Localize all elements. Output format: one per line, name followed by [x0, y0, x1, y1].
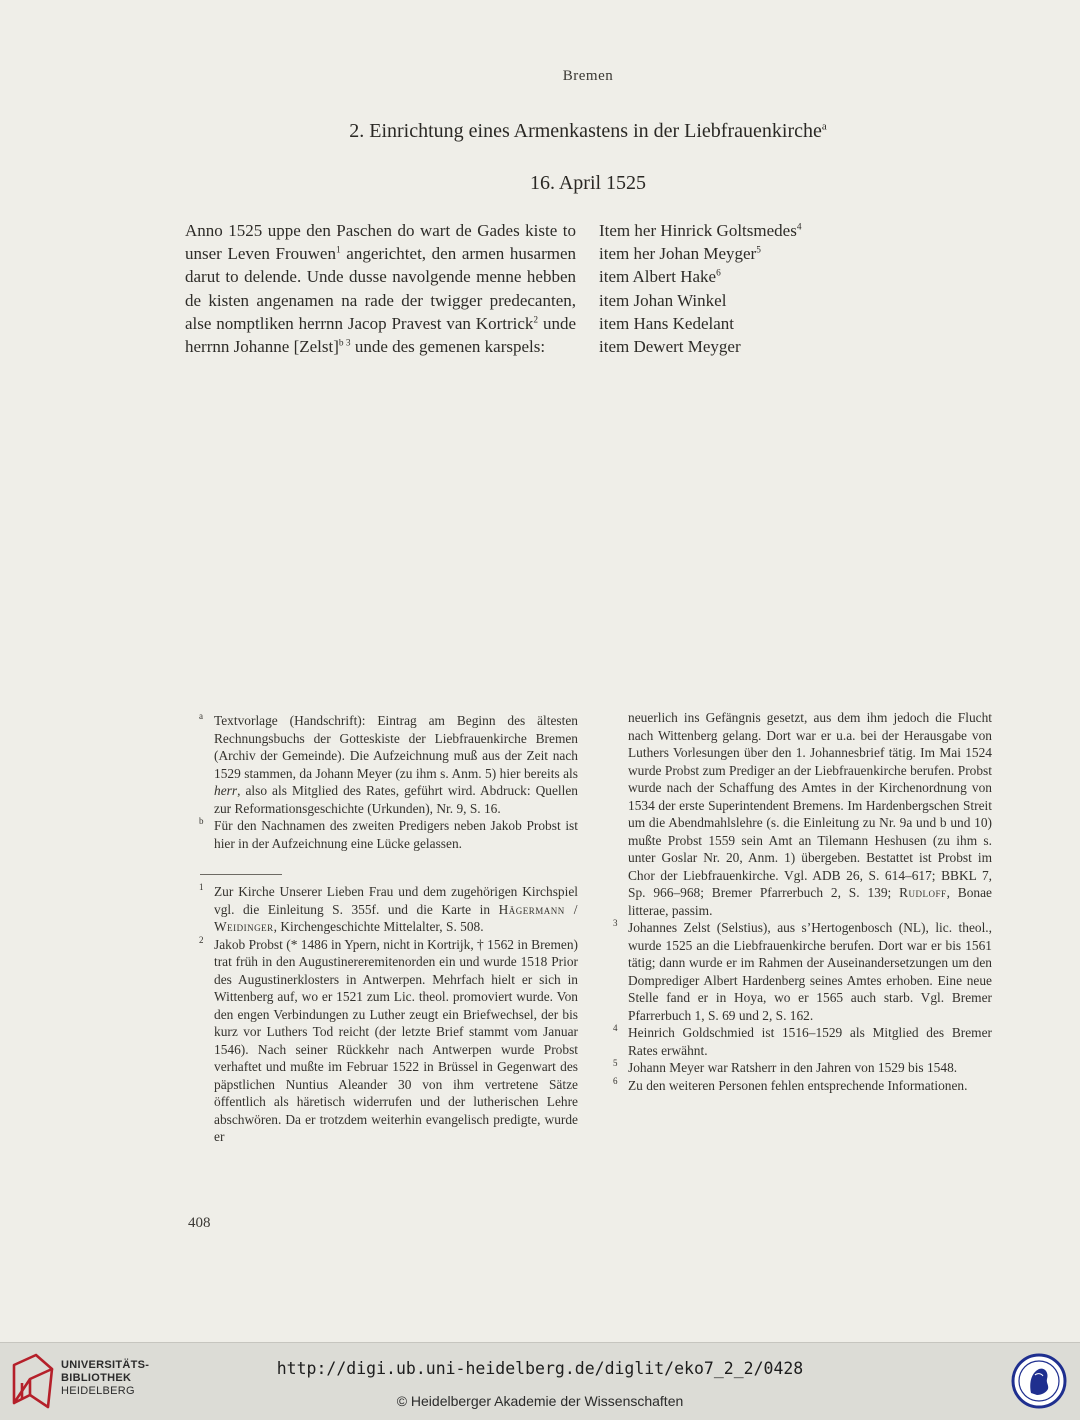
document-date: 16. April 1525 — [529, 172, 647, 194]
running-head: Bremen — [562, 68, 614, 84]
library-name-line1: UNIVERSITÄTS- — [61, 1359, 150, 1371]
textual-note-b: b Für den Nachnamen des zweiten Predigers neben Jakob Probst ist hier in der Aufzeichnung eine Lücke gelassen. — [199, 816, 578, 851]
copyright-notice: © Heidelberger Akademie der Wissenschaften — [396, 1393, 684, 1409]
list-item: item her Johan Meyger$^5$ — [599, 244, 761, 264]
list-item: Item her Hinrick Goltsmedes$^4$ — [599, 221, 802, 240]
textual-note-a: a Textvorlage (Handschrift): Eintrag am Beginn des ältesten Rechnungsbuchs der Gotteskiste der Liebfrauenkirche Bremen (Archiv der Gemeinde). Die Aufzeichnung muß aus der Zeit nach 1529 stammen, da Johann Meyer (zu ihm s. Anm. 5) hier bereits als herr, also als Mitglied des Rates, geführt wird. Abdruck: Quellen zur Reformationsgeschichte (Urkunden), Nr. 9, S. 16. — [199, 711, 578, 816]
footnotes-left — [186, 883, 578, 1146]
list-item: item Dewert Meyger — [599, 337, 741, 357]
note-ref-1: 1 — [335, 245, 341, 256]
footnote-separator — [200, 874, 282, 875]
footnote-1: 1 Zur Kirche Unserer Lieben Frau und dem zugehörigen Kirchspiel vgl. die Einleitung S. 355f. und die Karte in Hägermann / Weidinger, Kirchengeschichte Mittelalter, S. 508. — [199, 882, 578, 934]
footnote-4: 4 Heinrich Goldschmied ist 1516–1529 als Mitglied des Bremer Rates erwähnt. — [613, 1023, 992, 1058]
list-item: item Hans Kedelant — [599, 313, 735, 333]
permalink-url[interactable]: http://digi.ub.uni-heidelberg.de/diglit/eko7_2_2/0428 — [276, 1359, 804, 1378]
footnote-2: 2 Jakob Probst (* 1486 in Ypern, nicht in Kortrijk, † 1562 in Bremen) trat früh in den Augustinereremitenorden ein und wurde 1518 Prior des Augustinerklosters in Antwerpen. Mehrfach hielt er sich in Wittenberg auf, wo er 1521 zum Lic. theol. promoviert wurde. Von den engen Verbindungen zu Luther zeugt ein Briefwechsel, der bis kurz vor Luthers Tod reicht (der letzte Brief stammt vom Januar 1546). Nach seiner Rückkehr nach Antwerpen wurde Probst verhaftet und mußte im Februar 1522 in Brüssel in Gegenwart des päpstlichen Nuntius Aleander 30 von ihm vertretene Sätze öffentlich als häretisch widerrufen und der lutherischen Lehre abschwören. Da er trotzdem weiterhin evangelisch predigte, wurde er — [199, 934, 578, 1144]
main-text: Anno 1525 uppe den Paschen do wart de Gades kiste to unser Leven Frouwen$^1$ angerichtet, den armen husarmen darut to delende. Unde dusse navolgende menne hebben de kisten angenamen na rade der twigger predecanten, alse nomptliken herrnn Jacop Pravest van Kortrick$^2$ unde herrnn Johanne [Zelst]$^{b 3}$ unde des gemenen karspels: — [185, 221, 577, 357]
list-item: item Albert Hake$^6$ — [599, 267, 721, 287]
title-note-mark: a — [821, 120, 827, 133]
academy-seal-icon[interactable] — [1011, 1353, 1067, 1409]
note-ref-2: 2 — [533, 315, 539, 326]
document-title: 2. Einrichtung eines Armenkastens in der Liebfrauenkirche$^a$ — [349, 120, 827, 142]
list-item: item Johan Winkel — [599, 290, 727, 310]
footnote-5: 5 Johann Meyer war Ratsherr in den Jahren von 1529 bis 1548. — [613, 1058, 958, 1075]
note-ref-b3: b 3 — [338, 338, 351, 349]
names-list — [599, 219, 899, 358]
textual-notes — [186, 712, 578, 852]
library-name-line3: HEIDELBERG — [61, 1385, 135, 1397]
footnote-2-continuation: neuerlich ins Gefängnis gesetzt, aus dem ihm jedoch die Flucht nach Wittenberg gelang. Dort war er u.a. bei der Herausgabe von Luthers Vorlesungen über den 1. Johannesbrief tätig. Im Mai 1524 wurde Probst zum Prediger an der Liebfrauenkirche berufen. Probst wurde nach der Schaffung des Amtes in der Kirchenordnung von 1534 der erste Superintendent Bremens. Im Hardenbergschen Streit um die Abendmahlslehre (s. die Einleitung zu Nr. 9a und b und 10) mußte Probst 1559 sein Amt an Tilemann Heshusen (zu ihm s. unter Goslar Nr. 20, Anm. 1) übergeben. Bestattet ist Probst im Chor der Liebfrauenkirche. Vgl. ADB 26, S. 614–617; BBKL 7, Sp. 966–968; Bremer Pfarrerbuch 2, S. 139; Rudloff, Bonae litterae, passim. — [628, 710, 992, 918]
page-number: 408 — [188, 1215, 211, 1231]
footnote-3: 3 Johannes Zelst (Selstius), aus s’Hertogenbosch (NL), lic. theol., wurde 1525 an die Liebfrauenkirche berufen. Dort war er bis 1561 tätig; dann wurde er im Rahmen der Auseinandersetzungen um den Domprediger Albert Hardenberg seines Amtes erhoben. Eine neue Stelle fand er in Hoya, wo er 1565 auch starb. Vgl. Bremer Pfarrerbuch 1, S. 69 und 2, S. 162. — [613, 918, 992, 1023]
footnote-6: 6 Zu den weiteren Personen fehlen entsprechende Informationen. — [613, 1075, 968, 1093]
library-name-line2: BIBLIOTHEK — [61, 1372, 132, 1384]
viewer-footer — [0, 1342, 1080, 1420]
footnotes-right — [600, 709, 992, 1094]
